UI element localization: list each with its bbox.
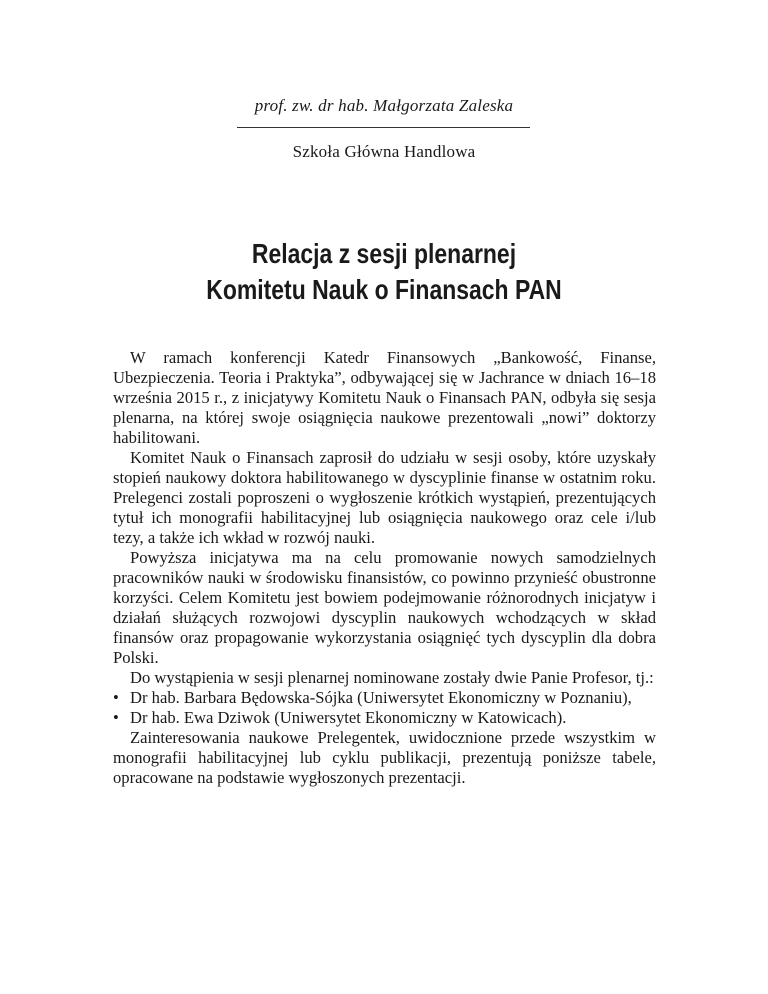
author-affiliation: Szkoła Główna Handlowa bbox=[292, 142, 476, 161]
article-body bbox=[113, 348, 656, 788]
nominee-list bbox=[113, 688, 656, 728]
title-line-1: Relacja z sesji plenarnej bbox=[251, 238, 517, 269]
paragraph: Do wystąpienia w sesji plenarnej nominowane zostały dwie Panie Profesor, tj.: bbox=[130, 668, 654, 687]
list-item bbox=[113, 688, 656, 708]
paragraph: W ramach konferencji Katedr Finansowych „Bankowość, Finanse, Ubezpieczenia. Teoria i Praktyka”, odbywającej się w Jachrance w dniach 16–18 września 2015 r., z inicjatywy Komitetu Nauk o Finansach PAN, odbyła się sesja plenarna, na której swoje osiągnięcia naukowe prezentowali „nowi” doktorzy habilitowani. bbox=[113, 348, 656, 447]
bullet-icon: • bbox=[113, 688, 119, 707]
paragraph: Komitet Nauk o Finansach zaprosił do udziału w sesji osoby, które uzyskały stopień naukowy doktora habilitowanego w dyscyplinie finanse w ostatnim roku. Prelegenci zostali poproszeni o wygłoszenie krótkich wystąpień, prezentujących tytuł ich monografii habilitacyjnej lub osiągnięcia naukowego oraz cele i/lub tezy, a także ich wkład w rozwój nauki. bbox=[113, 448, 656, 547]
title-line-2: Komitetu Nauk o Finansach PAN bbox=[206, 274, 562, 305]
header-divider bbox=[237, 127, 530, 128]
list-item-text: Dr hab. Ewa Dziwok (Uniwersytet Ekonomiczny w Katowicach). bbox=[130, 708, 567, 727]
article-title bbox=[69, 236, 699, 308]
list-item bbox=[113, 708, 656, 728]
author-name: prof. zw. dr hab. Małgorzata Zaleska bbox=[254, 96, 514, 115]
bullet-icon: • bbox=[113, 708, 119, 727]
list-item-text: Dr hab. Barbara Będowska-Sójka (Uniwersytet Ekonomiczny w Poznaniu), bbox=[130, 688, 632, 707]
closing-paragraph: Zainteresowania naukowe Prelegentek, uwidocznione przede wszystkim w monografii habilitacyjnej lub cyklu publikacji, prezentują poniższe tabele, opracowane na podstawie wygłoszonych prezentacji. bbox=[113, 728, 656, 787]
paragraph: Powyższa inicjatywa ma na celu promowanie nowych samodzielnych pracowników nauki w środowisku finansistów, co powinno przynieść obustronne korzyści. Celem Komitetu jest bowiem podejmowanie różnorodnych inicjatyw i działań służących rozwojowi dyscyplin naukowych wchodzących w skład finansów oraz propagowanie wykorzystania osiągnięć tych dyscyplin dla dobra Polski. bbox=[113, 548, 656, 667]
